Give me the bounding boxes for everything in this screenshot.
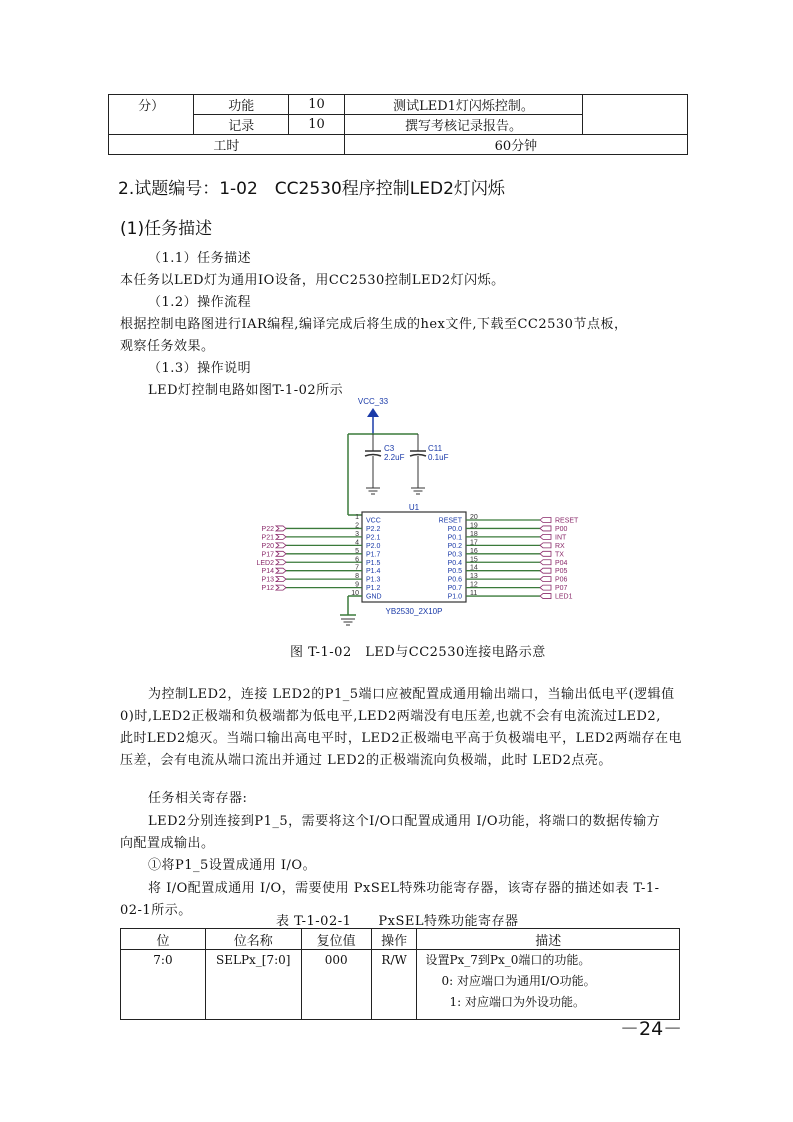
paragraph: 0)时,LED2正极端和负极端都为低电平,LED2两端没有电压差,也就不会有电流流过LED2, <box>120 709 661 724</box>
paragraph: 向配置成输出。 <box>120 836 215 851</box>
register-table <box>120 928 680 1020</box>
table-cell: 000 <box>301 950 371 1020</box>
net-label: LED1 <box>555 593 573 601</box>
pin-number: 16 <box>470 547 478 555</box>
pin-number: 14 <box>470 564 478 572</box>
pin-number: 4 <box>355 539 359 547</box>
figure-caption: 图 T-1-02 LED与CC2530连接电路示意 <box>290 645 546 660</box>
pin-number: 19 <box>470 522 478 530</box>
pin-name: P0.0 <box>447 525 462 533</box>
net-label: INT <box>555 534 567 542</box>
net-label: TX <box>555 551 564 559</box>
circuit-diagram <box>240 392 600 640</box>
ground-icon <box>366 478 380 494</box>
port-icon <box>276 560 286 565</box>
c11-value: 0.1uF <box>428 453 449 462</box>
pin-number: 17 <box>470 539 478 547</box>
c3-name: C3 <box>384 444 395 453</box>
port-icon <box>540 594 551 599</box>
paragraph-heading: 任务相关寄存器: <box>148 791 248 806</box>
paragraph: 压差，会有电流从端口流出并通过 LED2的正极端流向负极端，此时 LED2点亮。 <box>120 753 612 768</box>
paragraph: 观察任务效果。 <box>120 339 215 354</box>
table-caption: 表 T-1-02-1 PxSEL特殊功能寄存器 <box>276 914 519 929</box>
table-cell: 7:0 <box>121 950 206 1020</box>
pin-name: P0.1 <box>447 534 462 542</box>
pin-number: 3 <box>355 530 359 538</box>
port-icon <box>540 568 551 573</box>
net-label: RX <box>555 542 565 550</box>
port-icon <box>276 526 286 531</box>
pin-number: 6 <box>355 556 359 564</box>
pin-name: GND <box>366 593 382 601</box>
port-icon <box>276 551 286 556</box>
subsection-title: (1)任务描述 <box>120 219 213 239</box>
pin-number: 2 <box>355 522 359 530</box>
table-cell: 撰写考核记录报告。 <box>344 115 582 135</box>
ground-icon <box>411 478 425 494</box>
port-icon <box>276 577 286 582</box>
pin-name: VCC <box>366 517 381 525</box>
paragraph: 本任务以LED灯为通用IO设备，用CC2530控制LED2灯闪烁。 <box>120 273 505 288</box>
paragraph-heading: （1.3）操作说明 <box>148 361 252 376</box>
net-label: RESET <box>555 517 579 525</box>
paragraph: 为控制LED2，连接 LED2的P1_5端口应被配置成通用输出端口，当输出低电平(逻辑值 <box>148 687 675 702</box>
pin-number: 10 <box>351 590 359 598</box>
chip-part: YB2530_2X10P <box>385 607 443 616</box>
net-label: P20 <box>261 542 274 550</box>
table-cell <box>417 950 680 1020</box>
pin-number: 8 <box>355 573 359 581</box>
port-icon <box>276 585 286 590</box>
vcc-label: VCC_33 <box>357 397 389 406</box>
pin-name: P1.0 <box>447 593 462 601</box>
table-cell: SELPx_[7:0] <box>205 950 301 1020</box>
table-cell <box>583 95 688 135</box>
pin-name: P2.1 <box>366 534 381 542</box>
port-icon <box>540 585 551 590</box>
pin-number: 12 <box>470 581 478 589</box>
port-icon <box>540 518 551 523</box>
grading-table <box>108 94 688 155</box>
pin-number: 15 <box>470 556 478 564</box>
port-icon <box>540 577 551 582</box>
table-cell: 10 <box>289 115 345 135</box>
net-label: P17 <box>261 551 274 559</box>
desc-line: 1: 对应端口为外设功能。 <box>449 995 585 1009</box>
pin-name: P0.2 <box>447 542 462 550</box>
pin-name: P0.5 <box>447 568 462 576</box>
pin-number: 11 <box>470 590 478 598</box>
table-cell: 工时 <box>109 135 345 155</box>
pin-name: P1.4 <box>366 568 381 576</box>
port-icon <box>276 534 286 539</box>
net-label: P00 <box>555 525 568 533</box>
pin-name: P1.3 <box>366 576 381 584</box>
desc-line: 设置Px_7到Px_0端口的功能。 <box>425 953 591 967</box>
net-label: P07 <box>555 585 568 593</box>
paragraph: 根据控制电路图进行IAR编程,编译完成后将生成的hex文件,下载至CC2530节点板， <box>120 317 628 332</box>
table-header: 描述 <box>417 929 680 950</box>
paragraph-heading: （1.1）任务描述 <box>148 251 252 266</box>
net-label: P22 <box>261 525 274 533</box>
pin-name: P1.2 <box>366 585 381 593</box>
net-label: P21 <box>261 534 274 542</box>
net-label: P12 <box>261 585 274 593</box>
paragraph: LED2分别连接到P1_5，需要将这个I/O口配置成通用 I/O功能，将端口的数据传输方 <box>148 814 661 829</box>
paragraph: 02-1所示。 <box>120 903 192 918</box>
net-label: P05 <box>555 568 568 576</box>
paragraph: 此时LED2熄灭。当端口输出高电平时，LED2正极端电平高于负极端电平，LED2两端存在电 <box>120 731 682 746</box>
table-cell: 10 <box>289 95 345 115</box>
net-label: P06 <box>555 576 568 584</box>
pin-name: RESET <box>438 517 462 525</box>
pin-number: 20 <box>470 514 478 521</box>
table-header: 复位值 <box>301 929 371 950</box>
table-cell: 60分钟 <box>344 135 687 155</box>
pin-name: P2.2 <box>366 525 381 533</box>
pin-name: P2.0 <box>366 542 381 550</box>
vcc-arrow-icon <box>367 408 379 417</box>
port-icon <box>540 543 551 548</box>
chip-name: U1 <box>408 503 420 512</box>
table-header: 位名称 <box>205 929 301 950</box>
table-cell: R/W <box>371 950 417 1020</box>
table-cell: 分） <box>109 95 194 135</box>
c3-value: 2.2uF <box>384 453 405 462</box>
paragraph: ①将P1_5设置成通用 I/O。 <box>148 858 317 873</box>
pin-number: 13 <box>470 573 478 581</box>
c11-name: C11 <box>428 444 443 453</box>
table-row <box>121 950 680 1020</box>
pin-name: P0.3 <box>447 551 462 559</box>
pin-number: 7 <box>355 564 359 572</box>
table-cell: 记录 <box>194 115 289 135</box>
section-title: 2.试题编号：1-02 CC2530程序控制LED2灯闪烁 <box>118 179 505 199</box>
net-label: LED2 <box>256 559 274 567</box>
net-label: P04 <box>555 559 568 567</box>
table-cell: 功能 <box>194 95 289 115</box>
table-header: 操作 <box>371 929 417 950</box>
pin-number: 1 <box>355 514 359 521</box>
pin-number: 9 <box>355 581 359 589</box>
page-number: －24－ <box>620 1018 683 1040</box>
port-icon <box>276 568 286 573</box>
pin-name: P0.6 <box>447 576 462 584</box>
port-icon <box>540 526 551 531</box>
net-label: P14 <box>261 568 274 576</box>
port-icon <box>540 560 551 565</box>
paragraph: LED灯控制电路如图T-1-02所示 <box>148 383 344 398</box>
port-icon <box>540 551 551 556</box>
pin-name: P1.5 <box>366 559 381 567</box>
net-label: P13 <box>261 576 274 584</box>
desc-line: 0: 对应端口为通用I/O功能。 <box>441 974 596 988</box>
pin-name: P1.7 <box>366 551 381 559</box>
port-icon <box>540 534 551 539</box>
pin-number: 18 <box>470 530 478 538</box>
pin-name: P0.4 <box>447 559 462 567</box>
table-header: 位 <box>121 929 206 950</box>
ground-icon <box>341 619 355 625</box>
pin-number: 5 <box>355 547 359 555</box>
port-icon <box>276 543 286 548</box>
paragraph-heading: （1.2）操作流程 <box>148 295 252 310</box>
table-cell: 测试LED1灯闪烁控制。 <box>344 95 582 115</box>
pin-name: P0.7 <box>447 585 462 593</box>
paragraph: 将 I/O配置成通用 I/O，需要使用 PxSEL特殊功能寄存器，该寄存器的描述如表 T-1- <box>148 881 660 896</box>
